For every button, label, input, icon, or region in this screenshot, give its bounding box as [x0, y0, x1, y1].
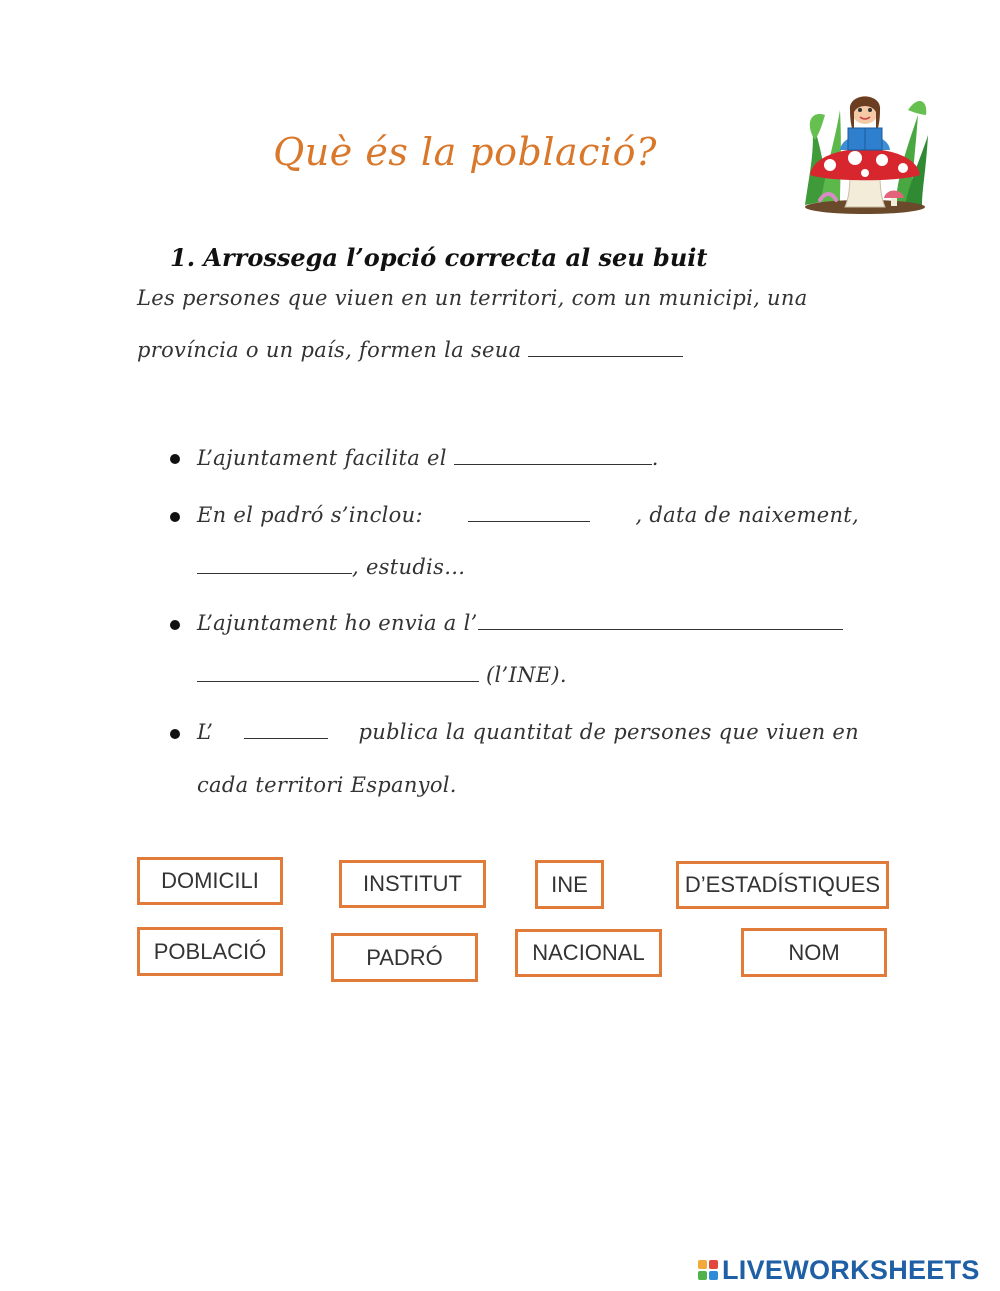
- bullet-dot-3: [170, 620, 180, 630]
- option-padro[interactable]: PADRÓ: [331, 933, 478, 982]
- blank-ine[interactable]: [244, 720, 328, 739]
- bullet-2-text-2: , data de naixement,: [635, 503, 859, 527]
- blank-institut-nacional[interactable]: [478, 611, 843, 630]
- blank-nom[interactable]: [468, 503, 590, 522]
- intro-line-2-text: província o un país, formen la seua: [137, 338, 522, 362]
- bullet-3-line-1: [197, 611, 843, 635]
- bullet-4-text-1: L’: [197, 720, 214, 744]
- bullet-4-line-2: cada territori Espanyol.: [197, 773, 457, 797]
- instruction-heading: 1. Arrossega l’opció correcta al seu buit: [170, 243, 708, 272]
- option-poblacio[interactable]: POBLACIÓ: [137, 927, 283, 976]
- bullet-1-end: .: [651, 446, 659, 470]
- option-domicili[interactable]: DOMICILI: [137, 857, 283, 905]
- blank-padro[interactable]: [454, 446, 652, 465]
- option-nom[interactable]: NOM: [741, 928, 887, 977]
- intro-line-2: [137, 338, 862, 362]
- liveworksheets-logo: [698, 1254, 980, 1286]
- teacher-mushroom-illustration: [800, 80, 930, 215]
- bullet-dot-2: [170, 512, 180, 522]
- option-estadistiques[interactable]: D’ESTADÍSTIQUES: [676, 861, 889, 909]
- blank-estadistiques[interactable]: [197, 663, 479, 682]
- bullet-3-line-2: [197, 663, 567, 687]
- bullet-4-text-2: publica la quantitat de persones que viuen en: [358, 720, 859, 744]
- bullet-3-text-1: L’ajuntament ho envia a l’: [197, 611, 478, 635]
- bullet-2-line-2: [197, 555, 465, 579]
- bullet-dot-4: [170, 729, 180, 739]
- bullet-2-text-1: En el padró s’inclou:: [197, 503, 423, 527]
- bullet-dot-1: [170, 454, 180, 464]
- blank-poblacio[interactable]: [528, 338, 683, 357]
- bullet-4-line-1: [197, 720, 859, 744]
- bullet-1-line: [197, 446, 659, 470]
- bullet-1-text: L’ajuntament facilita el: [197, 446, 447, 470]
- page-title: Què és la població?: [273, 130, 657, 174]
- blank-domicili[interactable]: [197, 555, 352, 574]
- intro-line-1: Les persones que viuen en un territori, com un municipi, una: [137, 286, 808, 310]
- option-nacional[interactable]: NACIONAL: [515, 929, 662, 977]
- logo-text: LIVEWORKSHEETS: [722, 1254, 980, 1285]
- option-institut[interactable]: INSTITUT: [339, 860, 486, 908]
- logo-blocks-icon: [698, 1260, 718, 1280]
- option-ine[interactable]: INE: [535, 860, 604, 909]
- bullet-2-text-3: , estudis…: [352, 555, 466, 579]
- bullet-3-text-2: (l’INE).: [485, 663, 567, 687]
- bullet-2-line-1: [197, 503, 859, 527]
